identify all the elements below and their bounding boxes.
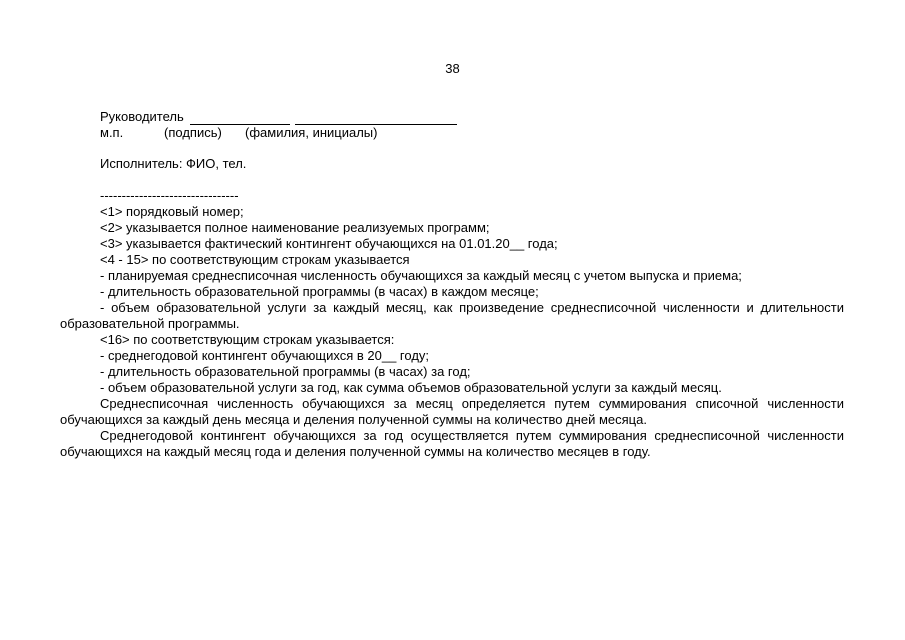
page-number: 38: [445, 61, 460, 76]
footnote-paragraph: Среднегодовой контингент обучающихся за год осуществляется путем суммирования среднесписочной численности обучающихся на каждый месяц года и деления полученной суммы на количество месяцев в году.: [60, 428, 844, 459]
footnote-item: - длительность образовательной программы (в часах) за год;: [100, 364, 471, 379]
footnote-item: - длительность образовательной программы (в часах) в каждом месяце;: [100, 284, 539, 299]
name-caption: (фамилия, инициалы): [245, 125, 378, 140]
footnote-item: - объем образовательной услуги за каждый месяц, как произведение среднесписочной численности и длительности образовательной программы.: [60, 300, 844, 331]
signature-line: [190, 111, 290, 125]
footnote-item: - планируемая среднесписочная численность обучающихся за каждый месяц с учетом выпуска и приема;: [100, 268, 742, 283]
footnote-paragraph: Среднесписочная численность обучающихся за месяц определяется путем суммирования списочной численности обучающихся за каждый день месяца и деления полученной суммы на количество дней месяца.: [60, 396, 844, 427]
footnote-item: <16> по соответствующим строкам указывается:: [100, 332, 395, 347]
footnote-item: <3> указывается фактический контингент обучающихся на 01.01.20__ года;: [100, 236, 558, 251]
footnote-item: - объем образовательной услуги за год, как сумма объемов образовательной услуги за каждый месяц.: [100, 380, 722, 395]
footnotes: [60, 188, 844, 460]
footnote-separator: --------------------------------: [100, 188, 239, 203]
signature-row: [100, 109, 457, 125]
footnote-item: - среднегодовой контингент обучающихся в 20__ году;: [100, 348, 430, 363]
name-line: [295, 111, 457, 125]
signature-caption-row: [100, 125, 457, 141]
signature-caption: (подпись): [164, 125, 222, 140]
head-label: Руководитель: [100, 109, 184, 124]
stamp-label: м.п.: [100, 125, 124, 140]
footnote-item: <1> порядковый номер;: [100, 204, 244, 219]
footnote-item: <4 - 15> по соответствующим строкам указывается: [100, 252, 410, 267]
footnote-item: <2> указывается полное наименование реализуемых программ;: [100, 220, 490, 235]
signature-block: [100, 109, 457, 141]
executor-line: Исполнитель: ФИО, тел.: [100, 156, 247, 171]
